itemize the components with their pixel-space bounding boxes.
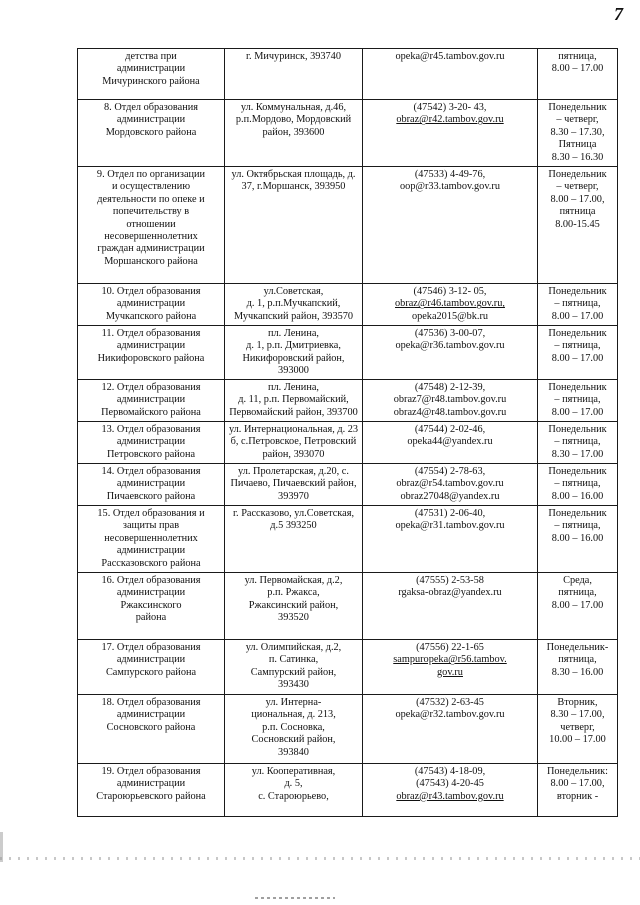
page-number: 7: [614, 4, 623, 24]
name-line: Петровского района: [106, 448, 196, 460]
name-line: деятельности по опеке и: [97, 193, 205, 205]
contact-line: (47536) 3-00-07,: [414, 328, 486, 339]
address-line: ул. Кооперативная,: [251, 766, 336, 777]
address-line: ул. Пролетарская, д.20, с.: [238, 466, 349, 477]
hours-cell: [538, 167, 618, 284]
table-row: [78, 380, 618, 422]
hours-line: – пятница,: [554, 298, 601, 310]
contact-line: (47555) 2-53-58: [416, 575, 484, 586]
address-cell: [225, 464, 363, 506]
office-name-cell: [78, 422, 225, 464]
hours-cell: [538, 464, 618, 506]
hours-line: – четверг,: [556, 181, 599, 193]
hours-line: 8.30 – 16.30: [551, 151, 604, 163]
contact-line: rgaksa-obraz@yandex.ru: [398, 587, 502, 599]
contact-line: oop@r33.tambov.gov.ru: [400, 181, 500, 193]
name-line: Первомайского района: [101, 406, 201, 418]
contacts-cell: [363, 326, 538, 380]
contact-line: (47548) 2-12-39,: [414, 382, 486, 393]
contact-line: (47546) 3-12- 05,: [413, 286, 487, 297]
table-row: [78, 764, 618, 817]
address-cell: [225, 506, 363, 573]
address-line: ул.Советская,: [263, 286, 324, 297]
contact-line: opeka@r36.tambov.gov.ru: [395, 340, 505, 352]
hours-line: 8.00 – 17.00: [551, 63, 604, 75]
hours-line: пятница: [559, 206, 596, 218]
contact-line: obraz4@r48.tambov.gov.ru: [393, 406, 507, 418]
hours-line: Понедельник: [548, 102, 607, 113]
name-line: 11. Отдел образования: [101, 328, 201, 339]
hours-line: 8.00-15.45: [555, 218, 600, 230]
table-row: [78, 422, 618, 464]
address-line: д. 1, р.п.Мучкапский,: [246, 298, 341, 310]
office-name-cell: [78, 100, 225, 167]
contact-line: (47542) 3-20- 43,: [413, 102, 487, 113]
office-name-cell: [78, 640, 225, 695]
address-line: Пичаево, Пичаевский район,: [230, 478, 357, 490]
hours-cell: [538, 49, 618, 100]
hours-line: 8.30 – 17.00: [551, 448, 604, 460]
hours-line: Понедельник: [548, 328, 607, 339]
address-line: Сосновский район,: [251, 734, 336, 746]
hours-line: 8.00 – 17.00: [551, 406, 604, 418]
hours-line: пятница,: [558, 51, 597, 62]
hours-line: Понедельник:: [546, 766, 609, 777]
hours-cell: [538, 506, 618, 573]
name-line: администрации: [116, 709, 186, 721]
contact-line: (47544) 2-02-46,: [414, 424, 486, 435]
address-cell: [225, 640, 363, 695]
address-line: пл. Ленина,: [268, 328, 319, 339]
contact-line: (47532) 2-63-45: [416, 697, 484, 708]
name-line: 17. Отдел образования: [101, 642, 201, 653]
office-name-cell: [78, 49, 225, 100]
name-line: детства при: [125, 51, 177, 62]
offices-table-body: [78, 49, 618, 817]
name-line: Мордовского района: [105, 126, 197, 138]
contacts-cell: [363, 764, 538, 817]
hours-cell: [538, 764, 618, 817]
name-line: администрации: [116, 654, 186, 666]
address-line: б, с.Петровское, Петровский: [230, 436, 357, 448]
hours-line: Вторник,: [557, 697, 598, 708]
hours-cell: [538, 695, 618, 764]
address-line: Первомайский район, 393700: [229, 406, 358, 418]
contacts-cell: [363, 284, 538, 326]
contacts-cell: [363, 640, 538, 695]
name-line: администрации: [116, 436, 186, 448]
address-line: 393430: [278, 679, 309, 691]
contact-line: obraz7@r48.tambov.gov.ru: [393, 394, 507, 406]
hours-line: – пятница,: [554, 340, 601, 352]
name-line: администрации: [116, 478, 186, 490]
name-line: администрации: [116, 114, 186, 126]
contact-line: opeka@r31.tambov.gov.ru: [395, 520, 505, 532]
hours-line: – пятница,: [554, 436, 601, 448]
contact-line: sampuropeka@r56.tambov.: [393, 654, 507, 666]
address-line: 37, г.Моршанск, 393950: [241, 181, 346, 193]
name-line: защиты прав: [122, 520, 180, 532]
hours-line: Понедельник: [548, 382, 607, 393]
address-line: ул. Первомайская, д.2,: [244, 575, 343, 586]
contact-line: (47543) 4-20-45: [416, 778, 484, 790]
name-line: администрации: [116, 394, 186, 406]
address-cell: [225, 573, 363, 640]
address-line: пл. Ленина,: [268, 382, 319, 393]
name-line: попечительству в: [112, 206, 190, 218]
contact-line: (47533) 4-49-76,: [414, 169, 486, 180]
hours-cell: [538, 100, 618, 167]
contact-line: opeka2015@bk.ru: [411, 310, 489, 322]
hours-line: четверг,: [560, 721, 595, 733]
name-line: 10. Отдел образования: [101, 286, 201, 297]
hours-cell: [538, 284, 618, 326]
name-line: администрации: [116, 298, 186, 310]
contacts-cell: [363, 100, 538, 167]
hours-line: – пятница,: [554, 394, 601, 406]
table-row: [78, 100, 618, 167]
address-cell: [225, 100, 363, 167]
hours-line: пятница,: [558, 654, 597, 666]
address-line: циональная, д. 213,: [251, 709, 336, 721]
contact-line: obraz@r42.tambov.gov.ru: [396, 114, 504, 126]
address-cell: [225, 167, 363, 284]
hours-line: 10.00 – 17.00: [549, 734, 606, 746]
address-cell: [225, 49, 363, 100]
name-line: Староюрьевского района: [96, 790, 206, 802]
address-cell: [225, 326, 363, 380]
address-line: ул. Интерна-: [265, 697, 322, 708]
hours-line: 8.00 – 17.00,: [550, 778, 605, 790]
name-line: 16. Отдел образования: [101, 575, 201, 586]
hours-line: Понедельник-: [546, 642, 609, 653]
name-line: администрации: [116, 545, 186, 557]
contacts-cell: [363, 380, 538, 422]
contact-line: (47531) 2-06-40,: [414, 508, 486, 519]
table-row: [78, 573, 618, 640]
table-row: [78, 506, 618, 573]
hours-line: – пятница,: [554, 520, 601, 532]
address-line: г. Мичуринск, 393740: [246, 51, 341, 62]
address-line: район, 393600: [262, 126, 325, 138]
office-name-cell: [78, 167, 225, 284]
contact-line: obraz@r46.tambov.gov.ru,: [395, 298, 505, 310]
address-line: д. 11, р.п. Первомайский,: [238, 394, 349, 406]
office-name-cell: [78, 464, 225, 506]
hours-line: Понедельник: [548, 286, 607, 297]
address-cell: [225, 764, 363, 817]
hours-cell: [538, 326, 618, 380]
hours-line: 8.00 – 17.00: [551, 310, 604, 322]
name-line: Сампурского района: [105, 666, 197, 678]
name-line: несовершеннолетних: [104, 231, 198, 243]
address-line: Ржаксинский район,: [248, 599, 339, 611]
contact-line: gov.ru: [437, 666, 463, 678]
name-line: администрации: [116, 340, 186, 352]
contact-line: obraz@r43.tambov.gov.ru: [396, 790, 504, 802]
address-line: ул. Интернациональная, д. 23: [228, 424, 359, 435]
contact-line: obraz@r54.tambov.gov.ru: [396, 478, 504, 490]
table-row: [78, 640, 618, 695]
contacts-cell: [363, 167, 538, 284]
contact-line: opeka@r45.tambov.gov.ru: [395, 51, 505, 62]
name-line: 18. Отдел образования: [101, 697, 201, 708]
name-line: 14. Отдел образования: [101, 466, 201, 477]
offices-table: [77, 48, 618, 817]
address-line: с. Староюрьево,: [258, 790, 329, 802]
name-line: района: [135, 612, 167, 624]
hours-cell: [538, 573, 618, 640]
hours-line: вторник -: [556, 790, 599, 802]
address-line: Сампурский район,: [250, 666, 337, 678]
name-line: Пичаевского района: [106, 490, 196, 502]
name-line: Мичуринского района: [102, 75, 200, 87]
hours-line: 8.30 – 16.00: [551, 666, 604, 678]
name-line: граждан администрации: [97, 243, 205, 255]
address-line: р.п.Мордово, Мордовский: [235, 114, 352, 126]
address-line: Никифоровский район,: [242, 352, 345, 364]
name-line: 9. Отдел по организации: [96, 169, 206, 180]
name-line: Сосновского района: [106, 721, 196, 733]
address-cell: [225, 284, 363, 326]
hours-line: 8.30 – 17.30,: [550, 126, 605, 138]
address-cell: [225, 695, 363, 764]
hours-line: Понедельник: [548, 508, 607, 519]
name-line: Никифоровского района: [97, 352, 205, 364]
office-name-cell: [78, 326, 225, 380]
contacts-cell: [363, 695, 538, 764]
contact-line: opeka44@yandex.ru: [407, 436, 493, 448]
address-line: район, 393070: [262, 448, 325, 460]
office-name-cell: [78, 695, 225, 764]
hours-cell: [538, 380, 618, 422]
name-line: Ржаксинского: [120, 599, 182, 611]
address-line: 393840: [278, 746, 309, 758]
hours-line: 8.00 – 17.00: [551, 352, 604, 364]
name-line: администрации: [116, 778, 186, 790]
address-line: р.п. Ржакса,: [267, 587, 320, 599]
name-line: 12. Отдел образования: [101, 382, 201, 393]
table-row: [78, 326, 618, 380]
address-line: д.5 393250: [270, 520, 317, 532]
contact-line: (47554) 2-78-63,: [414, 466, 486, 477]
hours-line: 8.00 – 16.00: [551, 532, 604, 544]
table-row: [78, 284, 618, 326]
name-line: Мучкапского района: [105, 310, 197, 322]
name-line: администрации: [116, 63, 186, 75]
address-line: 393520: [278, 612, 309, 624]
contacts-cell: [363, 464, 538, 506]
hours-line: Понедельник: [548, 169, 607, 180]
contacts-cell: [363, 506, 538, 573]
address-line: д. 5,: [284, 778, 303, 790]
contacts-cell: [363, 49, 538, 100]
address-line: г. Рассказово, ул.Советская,: [232, 508, 355, 519]
office-name-cell: [78, 573, 225, 640]
hours-line: Понедельник: [548, 424, 607, 435]
name-line: и осуществлению: [111, 181, 191, 193]
name-line: 15. Отдел образования и: [97, 508, 205, 519]
hours-line: Среда,: [563, 575, 592, 586]
address-cell: [225, 380, 363, 422]
address-line: п. Сатинка,: [268, 654, 319, 666]
hours-line: – пятница,: [554, 478, 601, 490]
office-name-cell: [78, 764, 225, 817]
scan-artifact: [255, 897, 335, 899]
name-line: 8. Отдел образования: [104, 102, 198, 113]
contact-line: opeka@r32.tambov.gov.ru: [395, 709, 505, 721]
address-line: ул. Олимпийская, д.2,: [245, 642, 342, 653]
address-line: д. 1, р.п. Дмитриевка,: [246, 340, 341, 352]
address-line: р.п. Сосновка,: [262, 721, 325, 733]
hours-line: пятница,: [558, 587, 597, 599]
office-name-cell: [78, 284, 225, 326]
name-line: 19. Отдел образования: [101, 766, 201, 777]
contact-line: obraz27048@yandex.ru: [400, 490, 500, 502]
name-line: администрации: [116, 587, 186, 599]
hours-line: 8.30 – 17.00,: [550, 709, 605, 721]
hours-line: Пятница: [558, 139, 597, 151]
hours-cell: [538, 640, 618, 695]
hours-line: Понедельник: [548, 466, 607, 477]
address-line: Мучкапский район, 393570: [233, 310, 354, 322]
hours-line: – четверг,: [556, 114, 599, 126]
contacts-cell: [363, 422, 538, 464]
contact-line: (47556) 22-1-65: [416, 642, 484, 653]
name-line: несовершеннолетних: [104, 532, 198, 544]
table-row: [78, 49, 618, 100]
hours-line: 8.00 – 16.00: [551, 490, 604, 502]
office-name-cell: [78, 380, 225, 422]
name-line: Рассказовского района: [101, 557, 201, 569]
table-row: [78, 464, 618, 506]
name-line: отношении: [126, 218, 176, 230]
contacts-cell: [363, 573, 538, 640]
hours-line: 8.00 – 17.00: [551, 599, 604, 611]
name-line: Моршанского района: [104, 255, 198, 267]
table-row: [78, 695, 618, 764]
hours-line: 8.00 – 17.00,: [550, 193, 605, 205]
address-line: 393000: [278, 365, 309, 377]
office-name-cell: [78, 506, 225, 573]
address-line: ул. Октябрьская площадь, д.: [231, 169, 356, 180]
address-line: ул. Коммунальная, д.46,: [240, 102, 347, 113]
table-row: [78, 167, 618, 284]
name-line: 13. Отдел образования: [101, 424, 201, 435]
address-line: 393970: [278, 490, 309, 502]
hours-cell: [538, 422, 618, 464]
address-cell: [225, 422, 363, 464]
scan-artifact: [0, 857, 640, 860]
contact-line: (47543) 4-18-09,: [414, 766, 486, 777]
